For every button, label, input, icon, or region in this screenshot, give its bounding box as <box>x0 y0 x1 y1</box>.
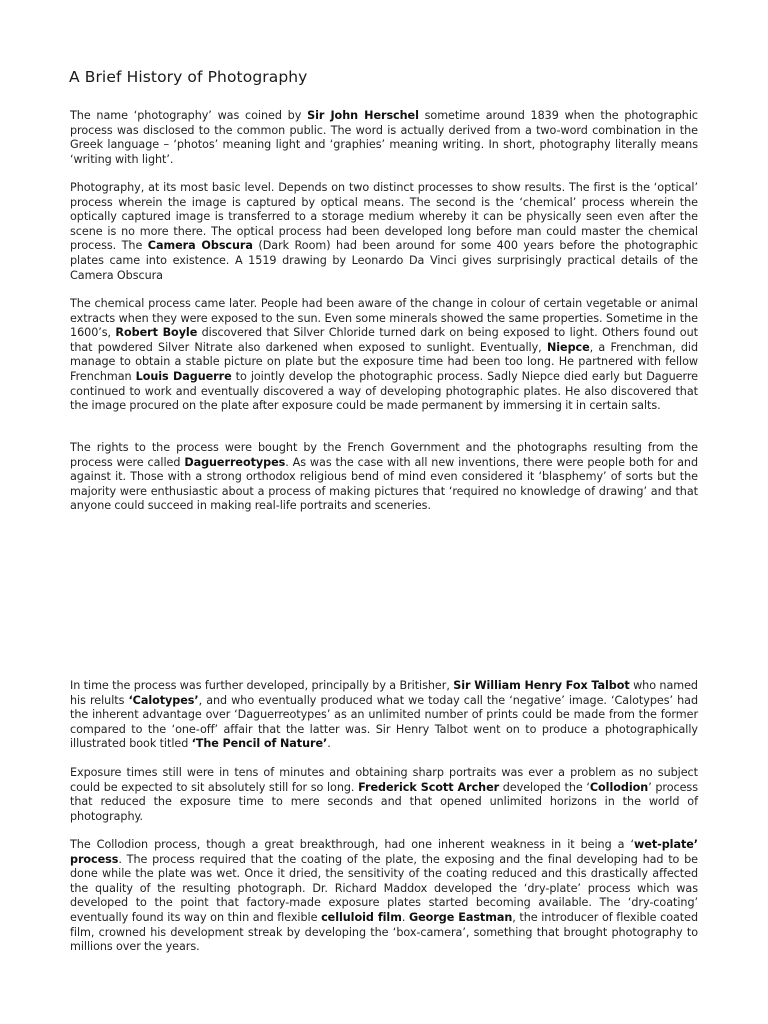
text-run: , the introducer of flexible coated film, crowned his development streak by developing the ‘box-camera’, something that brought photography to millions over the years. <box>70 910 699 954</box>
text-run: . The process required that the coating of the plate, the exposing and the final developing had to be done while the plate was wet. Once it dried, the sensitivity of the coating reduced and this drastically affected the quality of the resulting photograph. Dr. Richard Maddox developed the ‘dry-plate’ process which was developed to the point that factory-made exposure plates started becoming available. The ‘dry-coating’ eventually found its way on thin and flexible <box>70 852 698 924</box>
bold-name: ‘The Pencil of Nature’ <box>191 737 328 751</box>
paragraph-calotypes <box>70 679 698 752</box>
text-run: . As was the case with all new inventions, there were people both for and against it. Those with a strong orthodox religious bend of mind even considered it ‘blasphemy’ of sorts but the majority were enthusiastic about a process of making pictures that ‘required no knowledge of drawing’ and that anyone could succeed in making real-life portraits and sceneries. <box>70 455 699 513</box>
text-run: The Collodion process, though a great breakthrough, had one inherent weakness in it being a ‘ <box>70 838 634 851</box>
text-run: , a Frenchman, did manage to obtain a stable picture on plate but the exposure time had been too long. He partnered with fellow Frenchman <box>70 340 698 383</box>
text-run: who named his relults <box>70 679 698 707</box>
paragraph-collodion <box>70 766 698 824</box>
text-run: The name ‘photography’ was coined by <box>70 109 308 122</box>
text-run: The rights to the process were bought by the French Government and the photographs resulting from the process were called <box>70 441 698 469</box>
text-run: developed the ‘ <box>499 780 590 794</box>
text-run: (Dark Room) had been around for some 400 years before the photographic plates came into existence. A 1519 drawing by Leonardo Da Vinci gives surprisingly practical details of the Camera Obscura <box>70 239 698 282</box>
bold-name: Niepce <box>546 340 590 354</box>
bold-name: celluloid film <box>321 910 402 924</box>
text-run: The chemical process came later. People had been aware of the change in colour of certain vegetable or animal extracts when they were exposed to the sun. Even some minerals showed the same properties. Sometime in the 1600’s, <box>70 297 698 340</box>
bold-name: ‘Calotypes’ <box>128 693 199 707</box>
paragraph-chemical-process <box>70 297 698 414</box>
text-run: to jointly develop the photographic process. Sadly Niepce died early but Daguerre continued to work and eventually discovered a way of developing photographic plates. He also discovered that the image procured on the plate after exposure could be made permanent by immersing it in certain salts. <box>70 369 698 413</box>
text-run: , and who eventually produced what we today call the ‘negative’ image. ‘Calotypes’ had the inherent advantage over ‘Daguerreotypes’ as an unlimited number of prints could be made from the former compared to the ‘one-off’ affair that the latter was. Sir Henry Talbot went on to produce a photographically illustrated book titled <box>70 693 698 751</box>
bold-name: Sir William Henry Fox Talbot <box>453 679 630 692</box>
text-run: In time the process was further developed, principally by a Britisher, <box>70 679 454 692</box>
text-run: Photography, at its most basic level. Depends on two distinct processes to show results. The first is the ‘optical’ process wherein the image is captured by optical means. The second is the ‘chemical’ process wherein the optically captured image is transferred to a storage medium whereby it can be physically seen even after the scene is no more there. The optical process had been developed long before man could master the chemical process. The <box>70 181 698 253</box>
text-run: Exposure times still were in tens of minutes and obtaining sharp portraits was ever a problem as no subject could be expected to sit absolutely still for so long. <box>70 766 698 794</box>
paragraph-processes <box>70 181 698 283</box>
bold-name: Collodion <box>589 780 649 794</box>
bold-name: Camera Obscura <box>147 239 253 253</box>
paragraph-dry-plate <box>70 838 698 955</box>
text-run: discovered that Silver Chloride turned dark on being exposed to light. Others found out that powdered Silver Nitrate also darkened when exposed to sunlight. Eventually, <box>70 326 698 354</box>
paragraph-origin-of-name <box>70 109 698 167</box>
text-run: ’ process that reduced the exposure time to mere seconds and that opened unlimited horizons in the world of photography. <box>70 780 698 823</box>
bold-name: Robert Boyle <box>115 326 198 340</box>
bold-name: Sir John Herschel <box>307 109 419 122</box>
paragraph-daguerreotypes <box>70 441 698 514</box>
bold-name: Frederick Scott Archer <box>358 780 500 794</box>
page-title: A Brief History of Photography <box>69 68 308 86</box>
text-run: sometime around 1839 when the photographic process was disclosed to the common public. The word is actually derived from a two-word combination in the Greek language – ‘photos’ meaning light and ‘graphies’ meaning writing. In short, photography literally means ‘writing with light’. <box>70 109 699 166</box>
bold-name: George Eastman <box>408 910 513 924</box>
bold-name: wet-plate’ process <box>70 838 698 866</box>
bold-name: Louis Daguerre <box>135 369 232 383</box>
text-run: . <box>401 910 409 924</box>
text-run: . <box>327 737 331 751</box>
bold-name: Daguerreotypes <box>184 455 286 469</box>
